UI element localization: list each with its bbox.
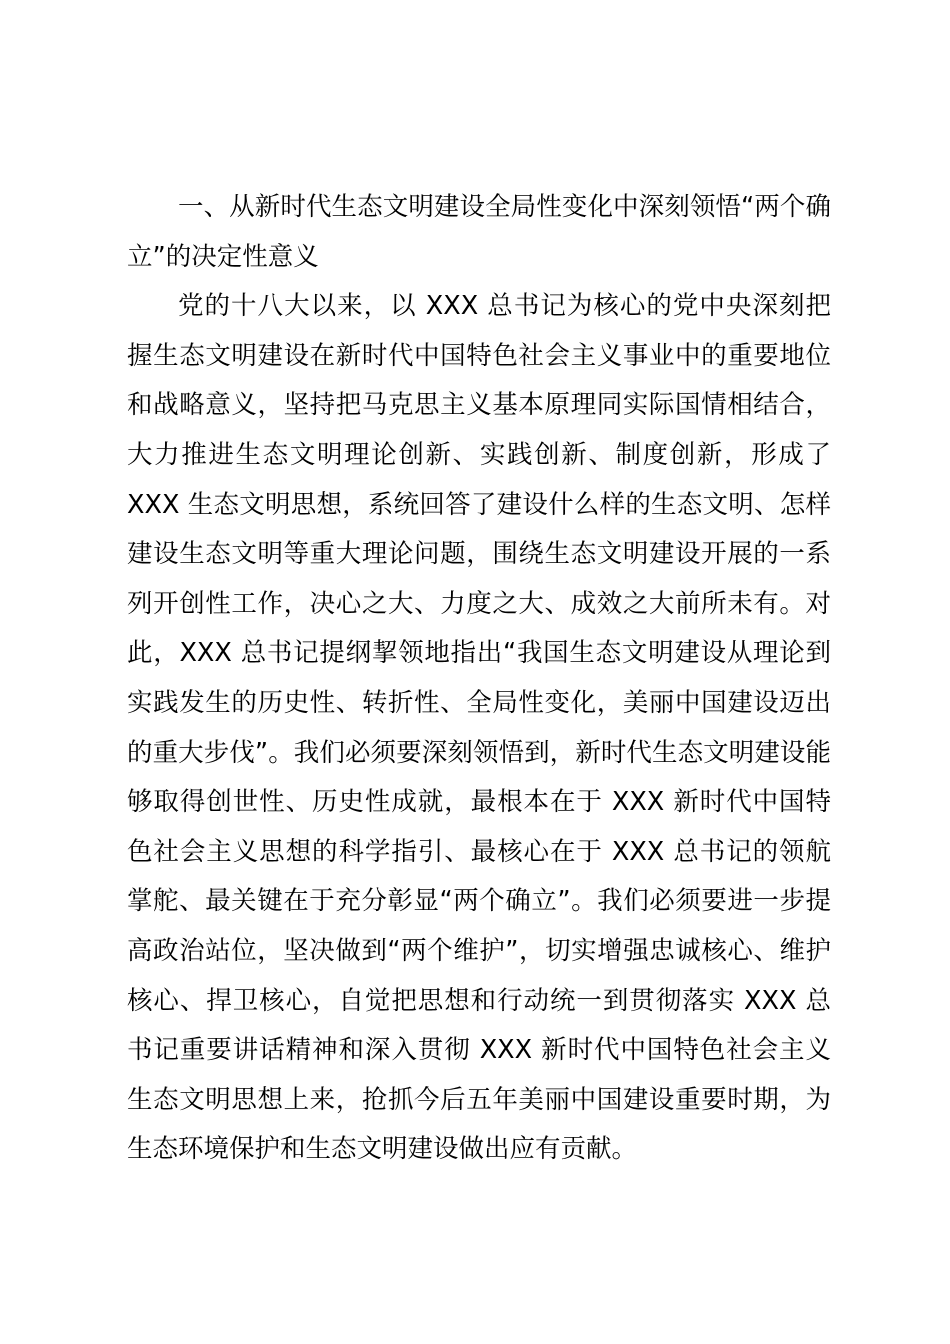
body-paragraph: 党的十八大以来，以 XXX 总书记为核心的党中央深刻把握生态文明建设在新时代中国特色社会主义事业中的重要地位和战略意义，坚持把马克思主义基本原理同实际国情相结合，大力推进生态文明理论创新、实践创新、制度创新，形成了 XXX 生态文明思想，系统回答了建设什么样的生态文明、怎样建设生态文明等重大理论问题，围绕生态文明建设开展的一系列开创性工作，决心之大、力度之大、成效之大前所未有。对此，XXX 总书记提纲挈领地指出“我国生态文明建设从理论到实践发生的历史性、转折性、全局性变化，美丽中国建设迈出的重大步伐”。我们必须要深刻领悟到，新时代生态文明建设能够取得创世性、历史性成就，最根本在于 XXX 新时代中国特色社会主义思想的科学指引、最核心在于 XXX 总书记的领航掌舵、最关键在于充分彰显“两个确立”。我们必须要进一步提高政治站位，坚决做到“两个维护”，切实增强忠诚核心、维护核心、捍卫核心，自觉把思想和行动统一到贯彻落实 XXX 总书记重要讲话精神和深入贯彻 XXX 新时代中国特色社会主义生态文明思想上来，抢抓今后五年美丽中国建设重要时期，为生态环境保护和生态文明建设做出应有贡献。 [127, 291, 831, 1165]
document-body [127, 183, 831, 1175]
section-heading: 一、从新时代生态文明建设全局性变化中深刻领悟“两个确立”的决定性意义 [127, 192, 831, 272]
